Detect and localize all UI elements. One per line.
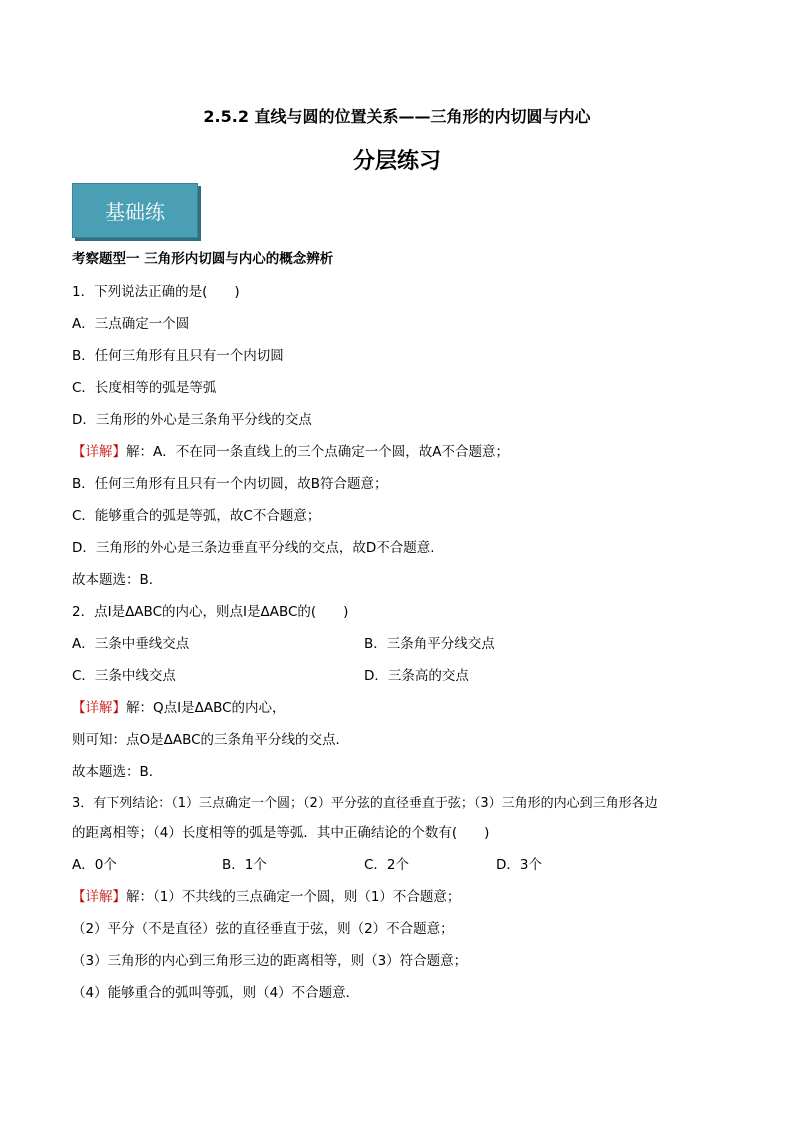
q1-option-a: A．三点确定一个圆 (72, 316, 190, 332)
q3-option-b: B．1个 (222, 857, 267, 873)
q3-option-c: C．2个 (364, 857, 410, 873)
document-subtitle: 分层练习 (352, 149, 441, 174)
q2-option-b: B．三条角平分线交点 (364, 636, 495, 652)
q3-detail-line-1: 【详解】解：（1）不共线的三点确定一个圆，则（1）不合题意； (72, 889, 461, 905)
q1-option-c: C．长度相等的弧是等弧 (72, 380, 217, 396)
q2-option-c: C．三条中线交点 (72, 668, 176, 684)
detail-label: 【详解】 (72, 700, 126, 716)
section-badge: 基础练 (72, 183, 198, 238)
q1-option-d: D．三角形的外心是三条角平分线的交点 (72, 412, 312, 428)
q1-detail-line-3: C．能够重合的弧是等弧，故C不合题意； (72, 508, 321, 524)
q2-option-d: D．三条高的交点 (364, 668, 469, 684)
q1-answer: 故本题选：B． (72, 572, 163, 588)
section-heading: 考察题型一 三角形内切圆与内心的概念辨析 (72, 251, 334, 267)
q2-detail-line-2: 则可知：点O是ΔABC的三条角平分线的交点． (72, 732, 350, 748)
q1-option-b: B．任何三角形有且只有一个内切圆 (72, 348, 284, 364)
q3-detail-line-3: （3）三角形的内心到三角形三边的距离相等，则（3）符合题意； (72, 953, 468, 969)
q3-detail-line-4: （4）能够重合的弧叫等弧，则（4）不合题意． (72, 985, 360, 1001)
document-title: 2.5.2 直线与圆的位置关系——三角形的内切圆与内心 (203, 107, 591, 126)
q3-option-a: A．0个 (72, 857, 117, 873)
q3-detail-line-2: （2）平分（不是直径）弦的直径垂直于弦，则（2）不合题意； (72, 921, 454, 937)
q1-stem: 1．下列说法正确的是( ) (72, 284, 240, 300)
q3-stem-line-2: 的距离相等；（4）长度相等的弧是等弧．其中正确结论的个数有( ) (72, 825, 490, 841)
q3-stem-line-1: 3．有下列结论：（1）三点确定一个圆；（2）平分弦的直径垂直于弦；（3）三角形的内心到三角形各边 (72, 796, 658, 811)
q1-detail-line-2: B．任何三角形有且只有一个内切圆，故B符合题意； (72, 476, 388, 492)
detail-label: 【详解】 (72, 889, 126, 905)
detail-label: 【详解】 (72, 444, 126, 460)
q1-detail-line-1: 【详解】解：A．不在同一条直线上的三个点确定一个圆，故A不合题意； (72, 444, 509, 460)
q2-answer: 故本题选：B． (72, 764, 163, 780)
q2-option-a: A．三条中垂线交点 (72, 636, 190, 652)
q2-stem: 2．点I是ΔABC的内心，则点I是ΔABC的( ) (72, 604, 349, 620)
q2-detail-line-1: 【详解】解：Q点I是ΔABC的内心， (72, 700, 286, 716)
q3-option-d: D．3个 (496, 857, 542, 873)
q1-detail-line-4: D．三角形的外心是三条边垂直平分线的交点，故D不合题意. (72, 540, 435, 556)
